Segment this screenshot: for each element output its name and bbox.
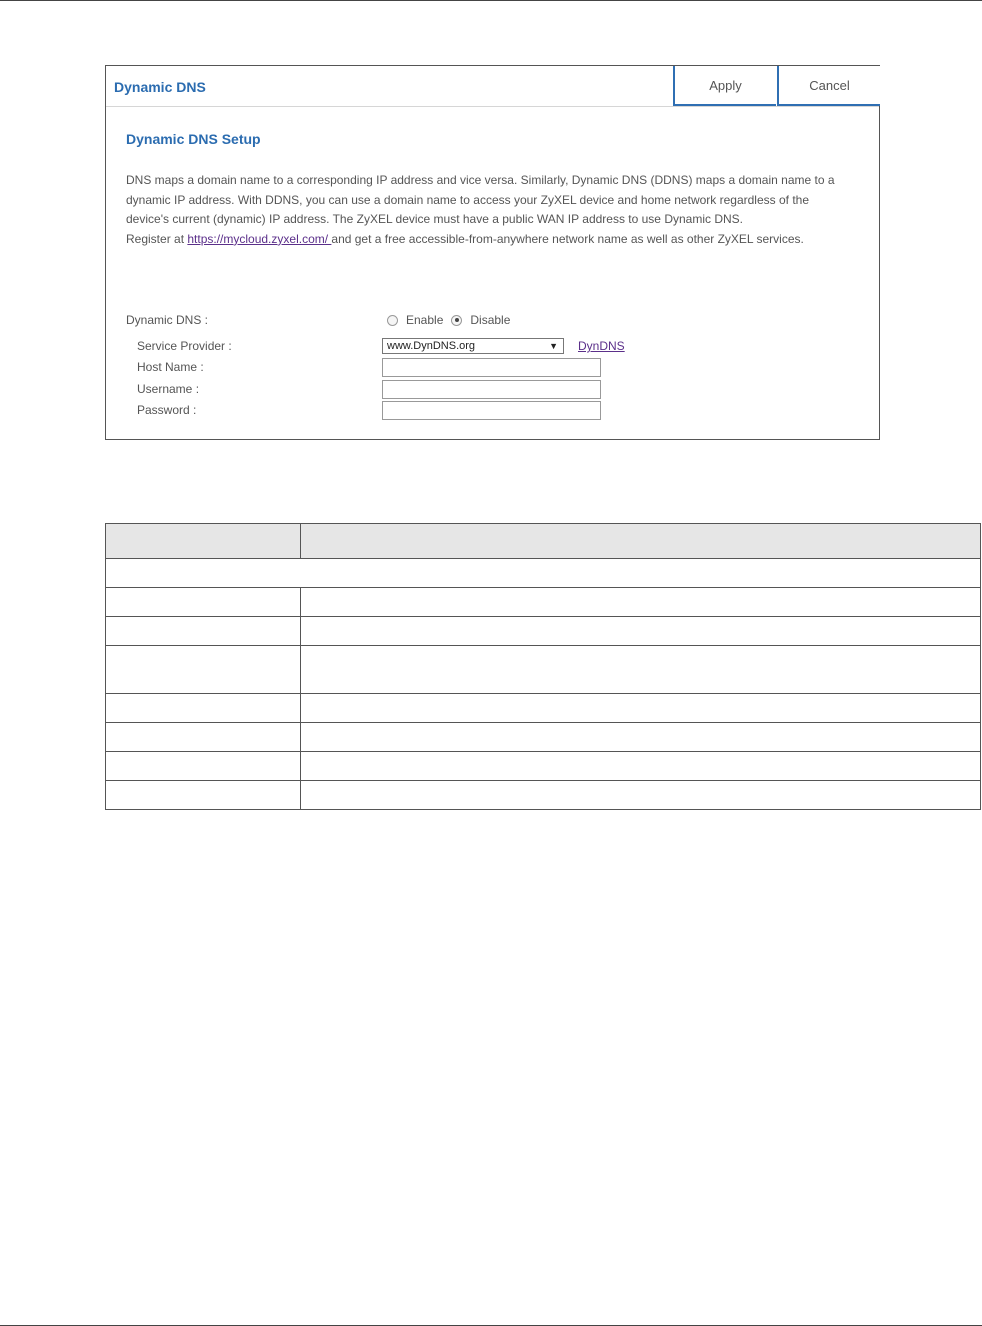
table-row [106, 559, 981, 588]
table-cell [106, 723, 301, 752]
table-cell [106, 781, 301, 810]
table-row [106, 752, 981, 781]
host-name-input[interactable] [382, 358, 601, 377]
service-provider-value: www.DynDNS.org [387, 340, 476, 352]
table-cell [301, 588, 981, 617]
panel-title: Dynamic DNS [114, 79, 206, 95]
table-cell [106, 559, 981, 588]
table-cell [301, 694, 981, 723]
dynamic-dns-label: Dynamic DNS : [126, 313, 209, 327]
table-cell [106, 617, 301, 646]
password-input[interactable] [382, 401, 601, 420]
table-cell [301, 752, 981, 781]
apply-button[interactable]: Apply [673, 66, 776, 106]
table-header-cell [106, 524, 301, 559]
table-row [106, 723, 981, 752]
description-text: DNS maps a domain name to a corresponding IP address and vice versa. Similarly, Dynamic DNS (DDNS) maps a domain name to a dynamic IP address. With DDNS, you can use a domain name to access your ZyXEL device and home network regardless of the device's current (dynamic) IP address. The ZyXEL device must have a public WAN IP address to use Dynamic DNS. [126, 173, 835, 227]
disable-radio[interactable] [451, 315, 462, 326]
dyndns-link[interactable]: DynDNS [578, 339, 625, 353]
service-provider-select[interactable] [382, 338, 564, 354]
table-header-cell [301, 524, 981, 559]
table-cell [106, 646, 301, 694]
dropdown-arrow-icon: ▼ [549, 341, 558, 351]
page-top-rule [0, 0, 982, 1]
table-row [106, 694, 981, 723]
table-row [106, 646, 981, 694]
table-row [106, 781, 981, 810]
mycloud-link[interactable]: https://mycloud.zyxel.com/ [187, 231, 332, 246]
enable-radio-label[interactable]: Enable [406, 313, 444, 327]
setup-title: Dynamic DNS Setup [126, 131, 261, 147]
username-input[interactable] [382, 380, 601, 399]
host-name-label: Host Name : [137, 360, 204, 374]
dynamic-dns-panel [105, 65, 880, 440]
disable-radio-label[interactable]: Disable [470, 313, 511, 327]
table-cell [106, 752, 301, 781]
panel-header [106, 66, 879, 107]
table-cell [301, 617, 981, 646]
password-label: Password : [137, 403, 197, 417]
register-prefix: Register at [126, 231, 188, 246]
table-header-row [106, 524, 981, 559]
table-cell [106, 694, 301, 723]
table-row [106, 617, 981, 646]
enable-radio[interactable] [387, 315, 398, 326]
cancel-button[interactable]: Cancel [777, 66, 880, 106]
setup-description [126, 171, 836, 249]
register-suffix: and get a free accessible-from-anywhere network name as well as other ZyXEL services. [331, 231, 804, 246]
table-cell [301, 781, 981, 810]
dynamic-dns-radio-group [387, 313, 518, 327]
service-provider-label: Service Provider : [137, 339, 232, 353]
table-cell [106, 588, 301, 617]
username-label: Username : [137, 382, 200, 396]
field-description-table [105, 523, 981, 810]
table-row [106, 588, 981, 617]
table-cell [301, 646, 981, 694]
table-cell [301, 723, 981, 752]
